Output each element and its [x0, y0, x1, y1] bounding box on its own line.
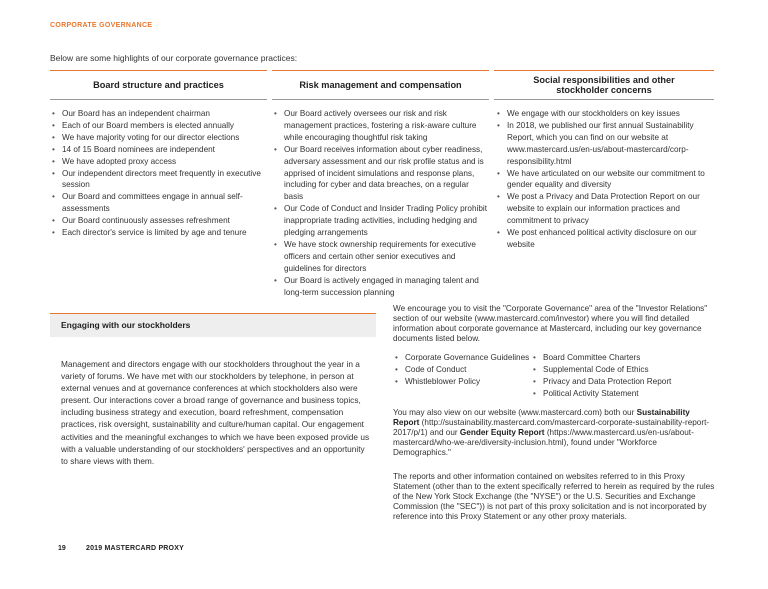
- social-responsibilities-list: [497, 108, 713, 251]
- governance-website-paragraph: We encourage you to visit the "Corporate Governance" area of the "Investor Relations" section of our website (www.mastercard.com/investor) where you will find detailed information about corporate governance at Mastercard, including our key governance documents listed below.: [393, 304, 708, 343]
- list-item: • Our Board has an independent chairman: [52, 108, 264, 120]
- list-item: • Each director's service is limited by age and tenure: [52, 227, 264, 239]
- list-item: • Our Board receives information about cyber readiness, adversary assessment and our risk profile status and is apprised of incident simulations and response plans, including for cyber and data breaches, on a regular basis: [274, 144, 488, 204]
- page-number: 19: [58, 545, 66, 552]
- list-item: • Our Board actively oversees our risk and risk management practices, fostering a risk-aware culture while encouraging thoughtful risk taking: [274, 108, 488, 144]
- list-item: • Each of our Board members is elected annually: [52, 120, 264, 132]
- list-item: • Supplemental Code of Ethics: [533, 364, 713, 376]
- section-label: CORPORATE GOVERNANCE: [50, 22, 153, 29]
- list-item: • Code of Conduct: [395, 364, 530, 376]
- list-item: • We post a Privacy and Data Protection Report on our website to explain our information practices and commitment to privacy: [497, 191, 713, 227]
- engaging-title: Engaging with our stockholders: [61, 320, 191, 330]
- column-header-board: Board structure and practices: [50, 70, 267, 100]
- list-item: • Our Board continuously assesses refreshment: [52, 215, 264, 227]
- gender-equity-report-label: Gender Equity Report: [459, 428, 545, 437]
- list-item: • Board Committee Charters: [533, 352, 713, 364]
- list-item: • Corporate Governance Guidelines: [395, 352, 530, 364]
- board-practices-list: [52, 108, 264, 239]
- list-item: • Whistleblower Policy: [395, 376, 530, 388]
- list-item: • Privacy and Data Protection Report: [533, 376, 713, 388]
- column-header-social: Social responsibilities and other stockholder concerns: [494, 70, 714, 100]
- list-item: • Our Board and committees engage in annual self-assessments: [52, 191, 264, 215]
- list-item: • We have majority voting for our director elections: [52, 132, 264, 144]
- list-item: • We have adopted proxy access: [52, 156, 264, 168]
- list-item: • Our independent directors meet frequently in executive session: [52, 168, 264, 192]
- list-item: • 14 of 15 Board nominees are independent: [52, 144, 264, 156]
- reports-paragraph: You may also view on our website (www.mastercard.com) both our Sustainability Report (http://sustainability.mastercard.com/mastercard-corporate-sustainability-report-2017/p/1) and our Gender Equity Report (https://www.mastercard.us/en-us/about-mastercard/who-we-are/diversity-inclusion.html), found under "Workforce Demographics.": [393, 408, 710, 457]
- list-item: • In 2018, we published our first annual Sustainability Report, which you can find on our website at www.mastercard.us/en-us/about-mastercard/corp-responsibility.html: [497, 120, 713, 168]
- intro-text: Below are some highlights of our corporate governance practices:: [50, 53, 298, 63]
- list-item: • We post enhanced political activity disclosure on our website: [497, 227, 713, 251]
- risk-compensation-list: [274, 108, 488, 299]
- list-item: • We engage with our stockholders on key issues: [497, 108, 713, 120]
- column-header-risk: Risk management and compensation: [272, 70, 489, 100]
- engaging-text: Management and directors engage with our stockholders throughout the year in a variety of forums. We have met with our stockholders by telephone, in person at external venues and at governance conferences at which stockholders also were present. Our interactions cover a broad range of governance and business topics, including business strategy and execution, board refreshment, compensation practices, risk oversight, sustainability and culture/human capital. Our engagement activities and the meaningful exchanges to which we have been exposed provide us with a valuable understanding of our stockholders' perspectives and an opportunity to share views with them.: [61, 359, 370, 466]
- footer-title: 2019 MASTERCARD PROXY: [86, 545, 184, 552]
- disclaimer-paragraph: The reports and other information contained on websites referred to in this Proxy Statement (other than to the extent specifically referred to herein as required by the rules of the New York Stock Exchange (the "NYSE") or the U.S. Securities and Exchange Commission (the "SEC")) is not part of this proxy solicitation and is not incorporated by reference into this Proxy Statement or any other proxy materials.: [393, 472, 715, 521]
- list-item: • We have stock ownership requirements for executive officers and certain other senior executives and guidelines for directors: [274, 239, 488, 275]
- governance-docs-left: [395, 352, 530, 388]
- list-item: • We have articulated on our website our commitment to gender equality and diversity: [497, 168, 713, 192]
- sustainability-report-label: Sustainability Report: [393, 408, 690, 427]
- governance-docs-right: [533, 352, 713, 400]
- list-item: • Our Board is actively engaged in managing talent and long-term succession planning: [274, 275, 488, 299]
- list-item: • Political Activity Statement: [533, 388, 713, 400]
- list-item: • Our Code of Conduct and Insider Trading Policy prohibit inappropriate trading activities, including hedging and pledging arrangements: [274, 203, 488, 239]
